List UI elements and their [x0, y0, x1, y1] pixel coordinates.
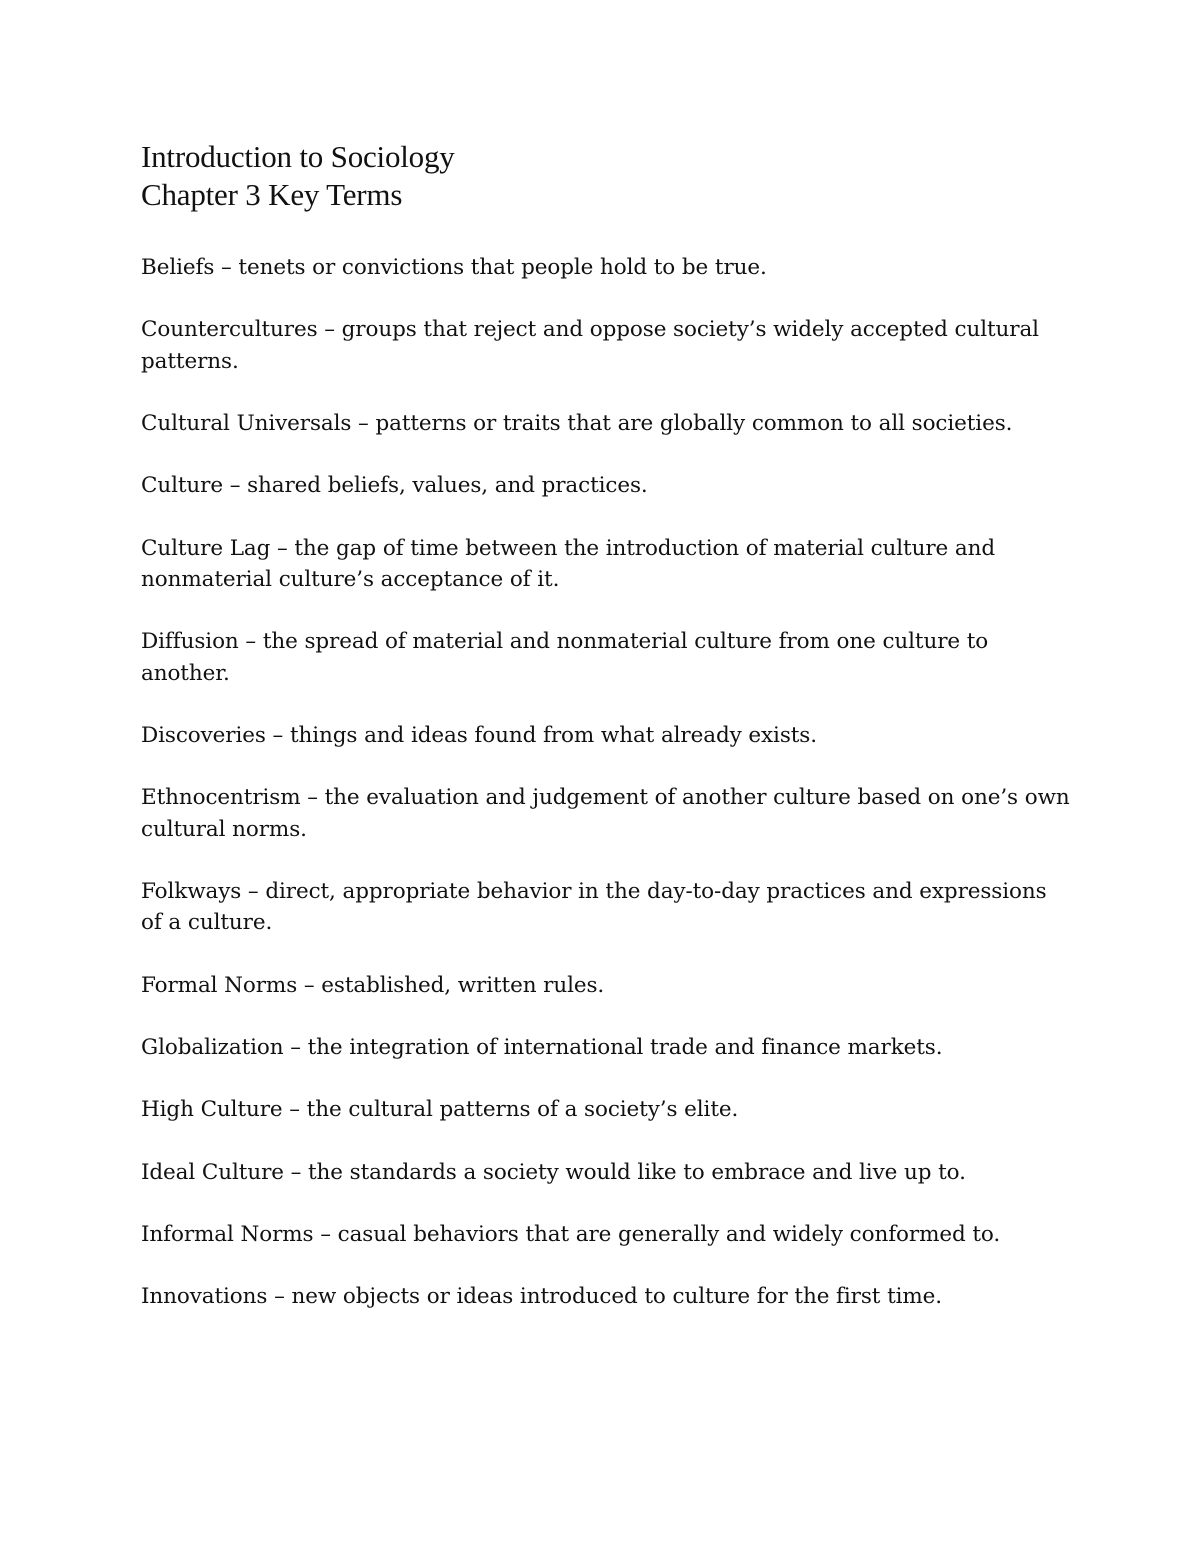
- term-entry-culture-lag: [141, 533, 1071, 595]
- term-name: Globalization: [141, 1034, 284, 1060]
- term-name: Discoveries: [141, 722, 266, 748]
- term-name: Folkways: [141, 878, 242, 904]
- term-definition: the gap of time between the introduction of material culture and nonmaterial culture’s acceptance of it.: [141, 535, 995, 592]
- term-entry-high-culture: [141, 1094, 1071, 1125]
- term-separator: –: [214, 255, 239, 280]
- term-entry-discoveries: [141, 720, 1071, 751]
- term-entry-countercultures: [141, 314, 1071, 376]
- term-entry-diffusion: [141, 626, 1071, 688]
- term-definition: the spread of material and nonmaterial culture from one culture to another.: [141, 629, 989, 686]
- term-definition: shared beliefs, values, and practices.: [247, 473, 648, 499]
- document-page: [141, 138, 1071, 1313]
- term-separator: –: [317, 317, 342, 343]
- term-definition: the integration of international trade and finance markets.: [307, 1034, 943, 1060]
- term-entry-ethnocentrism: [141, 782, 1071, 844]
- term-definition: groups that reject and oppose society’s widely accepted cultural patterns.: [141, 317, 1039, 374]
- term-separator: –: [222, 473, 248, 499]
- title-line-course: Introduction to Sociology: [141, 139, 455, 174]
- term-definition: new objects or ideas introduced to culture for the first time.: [291, 1284, 943, 1310]
- term-separator: –: [300, 785, 325, 811]
- term-entry-culture: [141, 470, 1071, 501]
- term-separator: –: [283, 1159, 308, 1185]
- term-definition: tenets or convictions that people hold to be true.: [238, 255, 767, 280]
- term-definition: casual behaviors that are generally and widely conformed to.: [337, 1222, 1001, 1248]
- term-name: Innovations: [141, 1284, 268, 1310]
- term-entry-beliefs: [141, 252, 1071, 283]
- term-definition: direct, appropriate behavior in the day-to-day practices and expressions of a culture.: [141, 878, 1047, 936]
- term-entry-globalization: [141, 1032, 1071, 1063]
- term-separator: –: [270, 535, 295, 561]
- key-terms-list: [141, 252, 1071, 1313]
- term-definition: things and ideas found from what already exists.: [289, 722, 817, 748]
- term-entry-cultural-universals: [141, 408, 1071, 439]
- title-line-chapter: Chapter 3 Key Terms: [141, 177, 403, 212]
- term-definition: the standards a society would like to embrace and live up to.: [308, 1159, 966, 1185]
- term-name: Ethnocentrism: [141, 785, 301, 811]
- term-entry-ideal-culture: [141, 1157, 1071, 1188]
- term-separator: –: [351, 410, 376, 436]
- term-name: Countercultures: [141, 317, 318, 343]
- term-name: Culture: [141, 473, 223, 499]
- term-separator: –: [282, 1097, 307, 1123]
- term-name: Ideal Culture: [141, 1159, 284, 1185]
- term-name: Beliefs: [141, 255, 215, 280]
- term-separator: –: [313, 1222, 338, 1248]
- term-separator: –: [283, 1034, 308, 1060]
- term-separator: –: [241, 878, 266, 904]
- term-entry-innovations: [141, 1281, 1071, 1312]
- term-definition: established, written rules.: [321, 972, 605, 998]
- term-entry-formal-norms: [141, 970, 1071, 1001]
- term-separator: –: [267, 1284, 292, 1310]
- term-entry-informal-norms: [141, 1219, 1071, 1250]
- term-name: Diffusion: [141, 629, 239, 655]
- term-name: Informal Norms: [141, 1222, 314, 1248]
- term-name: Formal Norms: [141, 972, 298, 998]
- term-entry-folkways: [141, 876, 1071, 938]
- term-definition: the evaluation and judgement of another culture based on one’s own cultural norms.: [141, 785, 1070, 842]
- term-definition: the cultural patterns of a society’s elite.: [306, 1097, 739, 1123]
- term-name: Culture Lag: [141, 535, 271, 561]
- term-definition: patterns or traits that are globally common to all societies.: [375, 410, 1013, 436]
- term-name: High Culture: [141, 1097, 283, 1123]
- term-separator: –: [297, 972, 322, 998]
- term-name: Cultural Universals: [141, 410, 352, 436]
- term-separator: –: [265, 722, 290, 748]
- term-separator: –: [238, 629, 263, 655]
- document-title: [141, 138, 1071, 214]
